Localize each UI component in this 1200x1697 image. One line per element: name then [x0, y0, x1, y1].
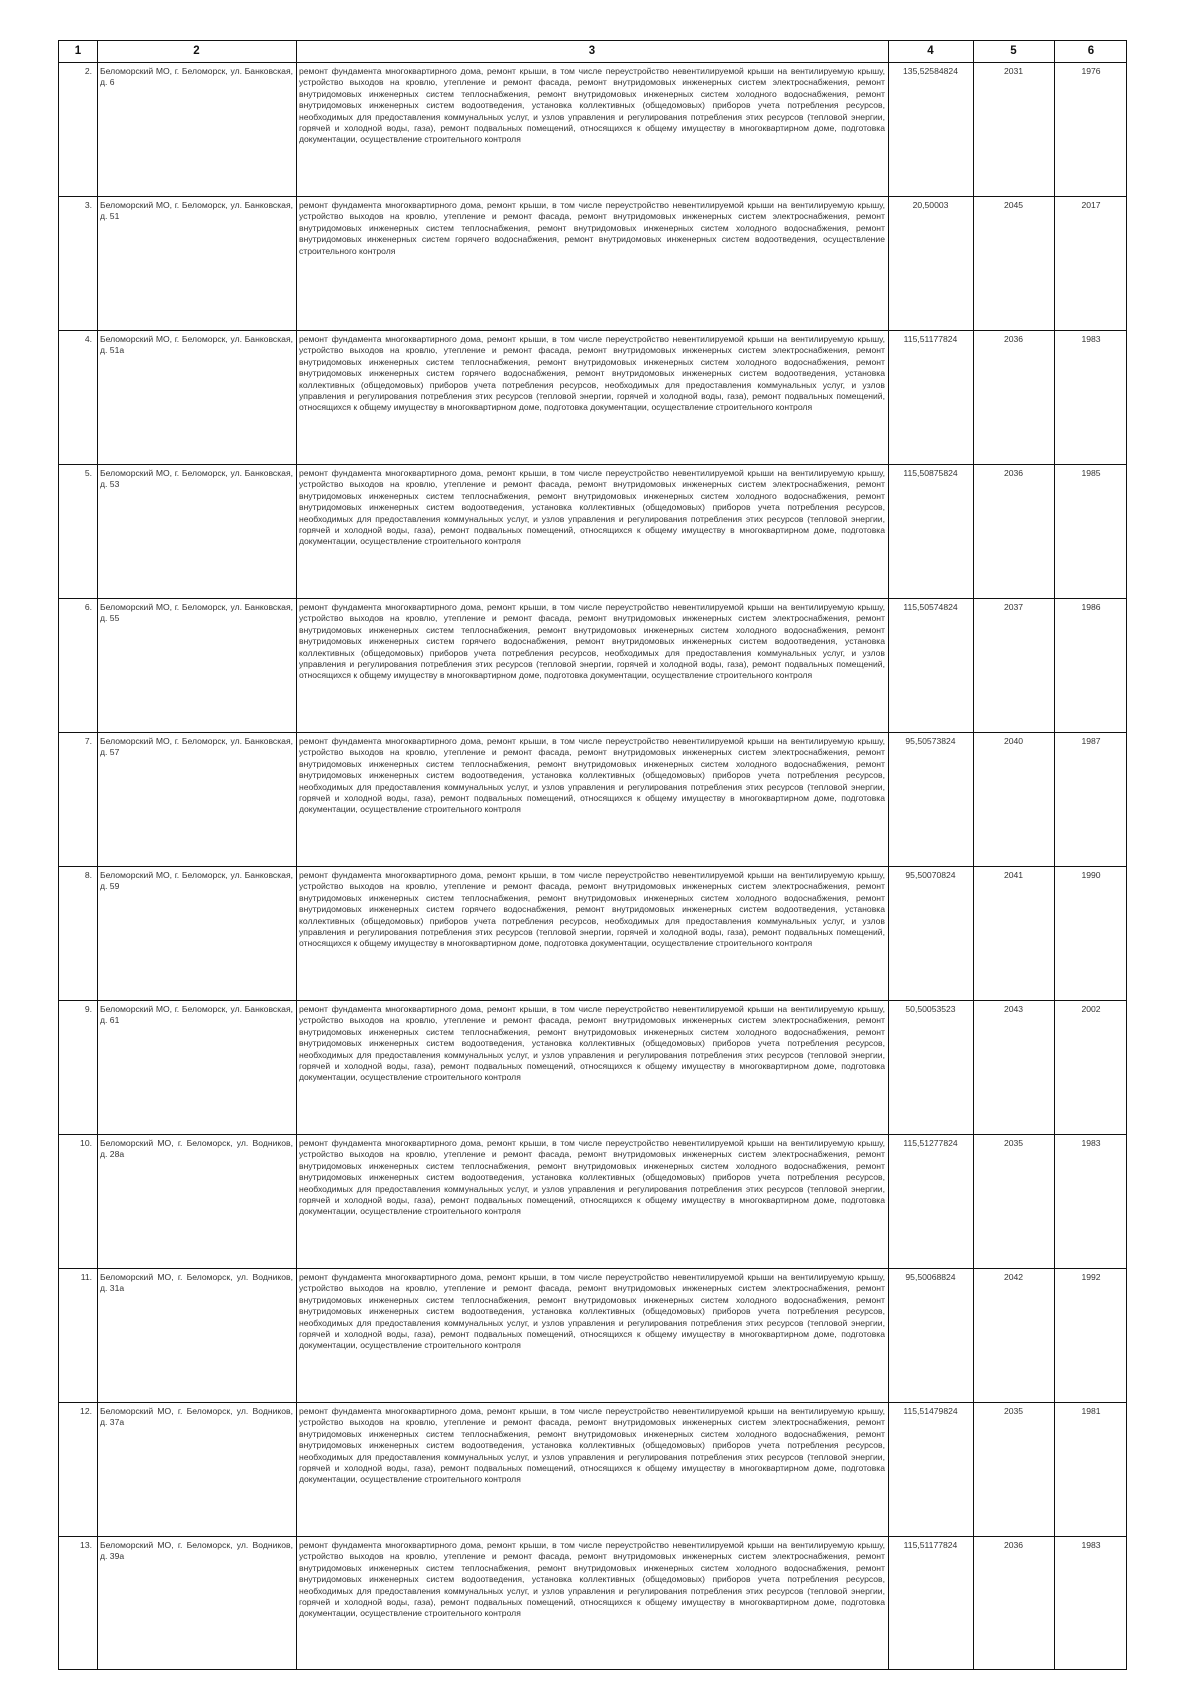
year-cell: 2045 [1003, 200, 1024, 210]
table-row [59, 1001, 1126, 1135]
works-cell: ремонт фундамента многоквартирного дома, ремонт крыши, в том числе переустройство невентилируемой крыши на вентилируемую крышу, устройство выходов на кровлю, утепление и ремонт фасада, ремонт внутридомовых инженерных систем электроснабжения, ремонт внутридомовых инженерных систем теплоснабжения, ремонт внутридомовых инженерных систем холодного водоснабжения, ремонт внутридомовых инженерных систем водоотведения, установка коллективных (общедомовых) приборов учета потребления ресурсов, необходимых для предоставления коммунальных услуг, и узлов управления и регулирования потребления этих ресурсов (тепловой энергии, горячей и холодной воды, газа), ремонт подвальных помещений, относящихся к общему имуществу в многоквартирном доме, подготовка документации, осуществление строительного контроля [299, 1406, 885, 1485]
address-cell: Беломорский МО, г. Беломорск, ул. Водников, д. 28а [100, 1138, 293, 1160]
cost-cell: 135,52584824 [903, 66, 958, 76]
works-cell: ремонт фундамента многоквартирного дома, ремонт крыши, в том числе переустройство невентилируемой крыши на вентилируемую крышу, устройство выходов на кровлю, утепление и ремонт фасада, ремонт внутридомовых инженерных систем электроснабжения, ремонт внутридомовых инженерных систем теплоснабжения, ремонт внутридомовых инженерных систем холодного водоснабжения, ремонт внутридомовых инженерных систем водоотведения, установка коллективных (общедомовых) приборов учета потребления ресурсов, необходимых для предоставления коммунальных услуг, и узлов управления и регулирования потребления этих ресурсов (тепловой энергии, горячей и холодной воды, газа), ремонт подвальных помещений, относящихся к общему имуществу в многоквартирном доме, подготовка документации, осуществление строительного контроля [299, 1272, 885, 1351]
address-cell: Беломорский МО, г. Беломорск, ул. Банковская, д. 59 [100, 870, 293, 892]
address-cell: Беломорский МО, г. Беломорск, ул. Банковская, д. 6 [100, 66, 293, 88]
year-built-cell: 1976 [1081, 66, 1101, 76]
works-cell: ремонт фундамента многоквартирного дома, ремонт крыши, в том числе переустройство невентилируемой крыши на вентилируемую крышу, устройство выходов на кровлю, утепление и ремонт фасада, ремонт внутридомовых инженерных систем электроснабжения, ремонт внутридомовых инженерных систем теплоснабжения, ремонт внутридомовых инженерных систем холодного водоснабжения, ремонт внутридомовых инженерных систем водоотведения, установка коллективных (общедомовых) приборов учета потребления ресурсов, необходимых для предоставления коммунальных услуг, и узлов управления и регулирования потребления этих ресурсов (тепловой энергии, горячей и холодной воды, газа), ремонт подвальных помещений, относящихся к общему имуществу в многоквартирном доме, подготовка документации, осуществление строительного контроля [299, 1138, 885, 1217]
works-cell: ремонт фундамента многоквартирного дома, ремонт крыши, в том числе переустройство невентилируемой крыши на вентилируемую крышу, устройство выходов на кровлю, утепление и ремонт фасада, ремонт внутридомовых инженерных систем электроснабжения, ремонт внутридомовых инженерных систем теплоснабжения, ремонт внутридомовых инженерных систем холодного водоснабжения, ремонт внутридомовых инженерных систем водоотведения, установка коллективных (общедомовых) приборов учета потребления ресурсов, необходимых для предоставления коммунальных услуг, и узлов управления и регулирования потребления этих ресурсов (тепловой энергии, горячей и холодной воды, газа), ремонт подвальных помещений, относящихся к общему имуществу в многоквартирном доме, подготовка документации, осуществление строительного контроля [299, 736, 885, 815]
table-row [59, 465, 1126, 599]
address-cell: Беломорский МО, г. Беломорск, ул. Банковская, д. 53 [100, 468, 293, 490]
address-cell: Беломорский МО, г. Беломорск, ул. Банковская, д. 57 [100, 736, 293, 758]
table-row [59, 599, 1126, 733]
year-cell: 2040 [1003, 736, 1024, 746]
works-cell: ремонт фундамента многоквартирного дома, ремонт крыши, в том числе переустройство невентилируемой крыши на вентилируемую крышу, устройство выходов на кровлю, утепление и ремонт фасада, ремонт внутридомовых инженерных систем электроснабжения, ремонт внутридомовых инженерных систем теплоснабжения, ремонт внутридомовых инженерных систем холодного водоснабжения, ремонт внутридомовых инженерных систем горячего водоснабжения, ремонт внутридомовых инженерных систем водоотведения, установка коллективных (общедомовых) приборов учета потребления ресурсов, необходимых для предоставления коммунальных услуг, и узлов управления и регулирования потребления этих ресурсов (тепловой энергии, горячей и холодной воды, газа), ремонт подвальных помещений, относящихся к общему имуществу в многоквартирном доме, подготовка документации, осуществление строительного контроля [299, 334, 885, 413]
address-cell: Беломорский МО, г. Беломорск, ул. Банковская, д. 51 [100, 200, 293, 222]
column-divider [97, 41, 98, 1669]
header-cell-2: 2 [193, 45, 200, 57]
table-row [59, 1269, 1126, 1403]
works-cell: ремонт фундамента многоквартирного дома, ремонт крыши, в том числе переустройство невентилируемой крыши на вентилируемую крышу, устройство выходов на кровлю, утепление и ремонт фасада, ремонт внутридомовых инженерных систем электроснабжения, ремонт внутридомовых инженерных систем теплоснабжения, ремонт внутридомовых инженерных систем холодного водоснабжения, ремонт внутридомовых инженерных систем водоотведения, установка коллективных (общедомовых) приборов учета потребления ресурсов, необходимых для предоставления коммунальных услуг, и узлов управления и регулирования потребления этих ресурсов (тепловой энергии, горячей и холодной воды, газа), ремонт подвальных помещений, относящихся к общему имуществу в многоквартирном доме, подготовка документации, осуществление строительного контроля [299, 1540, 885, 1619]
column-divider [296, 41, 297, 1669]
row-number: 5. [84, 468, 92, 478]
address-cell: Беломорский МО, г. Беломорск, ул. Водников, д. 39а [100, 1540, 293, 1562]
year-cell: 2042 [1003, 1272, 1024, 1282]
row-number: 2. [84, 66, 92, 76]
row-number: 4. [84, 334, 92, 344]
cost-cell: 20,50003 [912, 200, 949, 210]
works-cell: ремонт фундамента многоквартирного дома, ремонт крыши, в том числе переустройство невентилируемой крыши на вентилируемую крышу, устройство выходов на кровлю, утепление и ремонт фасада, ремонт внутридомовых инженерных систем электроснабжения, ремонт внутридомовых инженерных систем теплоснабжения, ремонт внутридомовых инженерных систем холодного водоснабжения, ремонт внутридомовых инженерных систем горячего водоснабжения, ремонт внутридомовых инженерных систем водоотведения, установка коллективных (общедомовых) приборов учета потребления ресурсов, необходимых для предоставления коммунальных услуг, и узлов управления и регулирования потребления этих ресурсов (тепловой энергии, горячей и холодной воды, газа), ремонт подвальных помещений, относящихся к общему имуществу в многоквартирном доме, подготовка документации, осуществление строительного контроля [299, 602, 885, 681]
cost-cell: 115,51177824 [903, 334, 958, 344]
works-cell: ремонт фундамента многоквартирного дома, ремонт крыши, в том числе переустройство невентилируемой крыши на вентилируемую крышу, устройство выходов на кровлю, утепление и ремонт фасада, ремонт внутридомовых инженерных систем электроснабжения, ремонт внутридомовых инженерных систем теплоснабжения, ремонт внутридомовых инженерных систем холодного водоснабжения, ремонт внутридомовых инженерных систем горячего водоснабжения, ремонт внутридомовых инженерных систем водоотведения, осуществление строительного контроля [299, 200, 885, 256]
year-built-cell: 1985 [1081, 468, 1101, 478]
year-cell: 2043 [1003, 1004, 1024, 1014]
row-number: 6. [84, 602, 92, 612]
year-built-cell: 2017 [1081, 200, 1101, 210]
row-number: 9. [84, 1004, 92, 1014]
cost-cell: 115,51479824 [903, 1406, 958, 1416]
header-cell-4: 4 [927, 45, 934, 57]
header-cell-3: 3 [588, 45, 596, 57]
table-row [59, 197, 1126, 331]
address-cell: Беломорский МО, г. Беломорск, ул. Банковская, д. 55 [100, 602, 293, 624]
year-cell: 2036 [1003, 468, 1024, 478]
works-cell: ремонт фундамента многоквартирного дома, ремонт крыши, в том числе переустройство невентилируемой крыши на вентилируемую крышу, устройство выходов на кровлю, утепление и ремонт фасада, ремонт внутридомовых инженерных систем электроснабжения, ремонт внутридомовых инженерных систем теплоснабжения, ремонт внутридомовых инженерных систем холодного водоснабжения, ремонт внутридомовых инженерных систем горячего водоснабжения, ремонт внутридомовых инженерных систем водоотведения, установка коллективных (общедомовых) приборов учета потребления ресурсов, необходимых для предоставления коммунальных услуг, и узлов управления и регулирования потребления этих ресурсов (тепловой энергии, горячей и холодной воды, газа), ремонт подвальных помещений, относящихся к общему имуществу в многоквартирном доме, подготовка документации, осуществление строительного контроля [299, 870, 885, 949]
year-cell: 2031 [1003, 66, 1024, 76]
column-divider [973, 41, 974, 1669]
row-number: 12. [80, 1406, 92, 1416]
row-number: 11. [80, 1272, 92, 1282]
cost-cell: 95,50070824 [905, 870, 956, 880]
address-cell: Беломорский МО, г. Беломорск, ул. Банковская, д. 51а [100, 334, 293, 356]
cost-cell: 115,50574824 [903, 602, 958, 612]
header-cell-5: 5 [1010, 45, 1017, 57]
header-cell-6: 6 [1087, 45, 1095, 57]
year-cell: 2035 [1003, 1138, 1024, 1148]
table-header-row [59, 41, 1126, 63]
cost-cell: 115,51177824 [903, 1540, 958, 1550]
address-cell: Беломорский МО, г. Беломорск, ул. Банковская, д. 61 [100, 1004, 293, 1026]
column-divider [888, 41, 889, 1669]
table-row [59, 331, 1126, 465]
table-row [59, 1537, 1126, 1671]
year-built-cell: 1983 [1081, 1138, 1101, 1148]
cost-cell: 95,50068824 [905, 1272, 956, 1282]
row-number: 7. [84, 736, 92, 746]
address-cell: Беломорский МО, г. Беломорск, ул. Водников, д. 31а [100, 1272, 293, 1294]
row-number: 10. [80, 1138, 92, 1148]
year-cell: 2035 [1003, 1406, 1024, 1416]
cost-cell: 115,50875824 [903, 468, 958, 478]
year-built-cell: 1981 [1081, 1406, 1101, 1416]
table-row [59, 1403, 1126, 1537]
row-number: 13. [80, 1540, 92, 1550]
address-cell: Беломорский МО, г. Беломорск, ул. Водников, д. 37а [100, 1406, 293, 1428]
cost-cell: 115,51277824 [903, 1138, 958, 1148]
works-cell: ремонт фундамента многоквартирного дома, ремонт крыши, в том числе переустройство невентилируемой крыши на вентилируемую крышу, устройство выходов на кровлю, утепление и ремонт фасада, ремонт внутридомовых инженерных систем электроснабжения, ремонт внутридомовых инженерных систем теплоснабжения, ремонт внутридомовых инженерных систем холодного водоснабжения, ремонт внутридомовых инженерных систем водоотведения, установка коллективных (общедомовых) приборов учета потребления ресурсов, необходимых для предоставления коммунальных услуг, и узлов управления и регулирования потребления этих ресурсов (тепловой энергии, горячей и холодной воды, газа), ремонт подвальных помещений, относящихся к общему имуществу в многоквартирном доме, подготовка документации, осуществление строительного контроля [299, 468, 885, 547]
year-cell: 2037 [1003, 602, 1024, 612]
year-cell: 2036 [1003, 334, 1024, 344]
year-built-cell: 1986 [1081, 602, 1101, 612]
year-built-cell: 1990 [1081, 870, 1101, 880]
cost-cell: 50,50053523 [905, 1004, 956, 1014]
column-divider [1054, 41, 1055, 1669]
row-number: 3. [84, 200, 92, 210]
table-row [59, 63, 1126, 197]
row-number: 8. [84, 870, 92, 880]
works-cell: ремонт фундамента многоквартирного дома, ремонт крыши, в том числе переустройство невентилируемой крыши на вентилируемую крышу, устройство выходов на кровлю, утепление и ремонт фасада, ремонт внутридомовых инженерных систем электроснабжения, ремонт внутридомовых инженерных систем теплоснабжения, ремонт внутридомовых инженерных систем холодного водоснабжения, ремонт внутридомовых инженерных систем водоотведения, установка коллективных (общедомовых) приборов учета потребления ресурсов, необходимых для предоставления коммунальных услуг, и узлов управления и регулирования потребления этих ресурсов (тепловой энергии, горячей и холодной воды, газа), ремонт подвальных помещений, относящихся к общему имуществу в многоквартирном доме, подготовка документации, осуществление строительного контроля [299, 66, 885, 145]
table-row [59, 733, 1126, 867]
year-built-cell: 2002 [1081, 1004, 1101, 1014]
document-table [58, 40, 1127, 1670]
year-built-cell: 1983 [1081, 334, 1101, 344]
table-row [59, 867, 1126, 1001]
year-built-cell: 1983 [1081, 1540, 1101, 1550]
year-built-cell: 1987 [1081, 736, 1101, 746]
cost-cell: 95,50573824 [905, 736, 956, 746]
year-cell: 2036 [1003, 1540, 1024, 1550]
year-cell: 2041 [1003, 870, 1024, 880]
table-row [59, 1135, 1126, 1269]
works-cell: ремонт фундамента многоквартирного дома, ремонт крыши, в том числе переустройство невентилируемой крыши на вентилируемую крышу, устройство выходов на кровлю, утепление и ремонт фасада, ремонт внутридомовых инженерных систем электроснабжения, ремонт внутридомовых инженерных систем теплоснабжения, ремонт внутридомовых инженерных систем холодного водоснабжения, ремонт внутридомовых инженерных систем водоотведения, установка коллективных (общедомовых) приборов учета потребления ресурсов, необходимых для предоставления коммунальных услуг, и узлов управления и регулирования потребления этих ресурсов (тепловой энергии, горячей и холодной воды, газа), ремонт подвальных помещений, относящихся к общему имуществу в многоквартирном доме, подготовка документации, осуществление строительного контроля [299, 1004, 885, 1083]
header-cell-1: 1 [74, 45, 82, 57]
year-built-cell: 1992 [1081, 1272, 1101, 1282]
